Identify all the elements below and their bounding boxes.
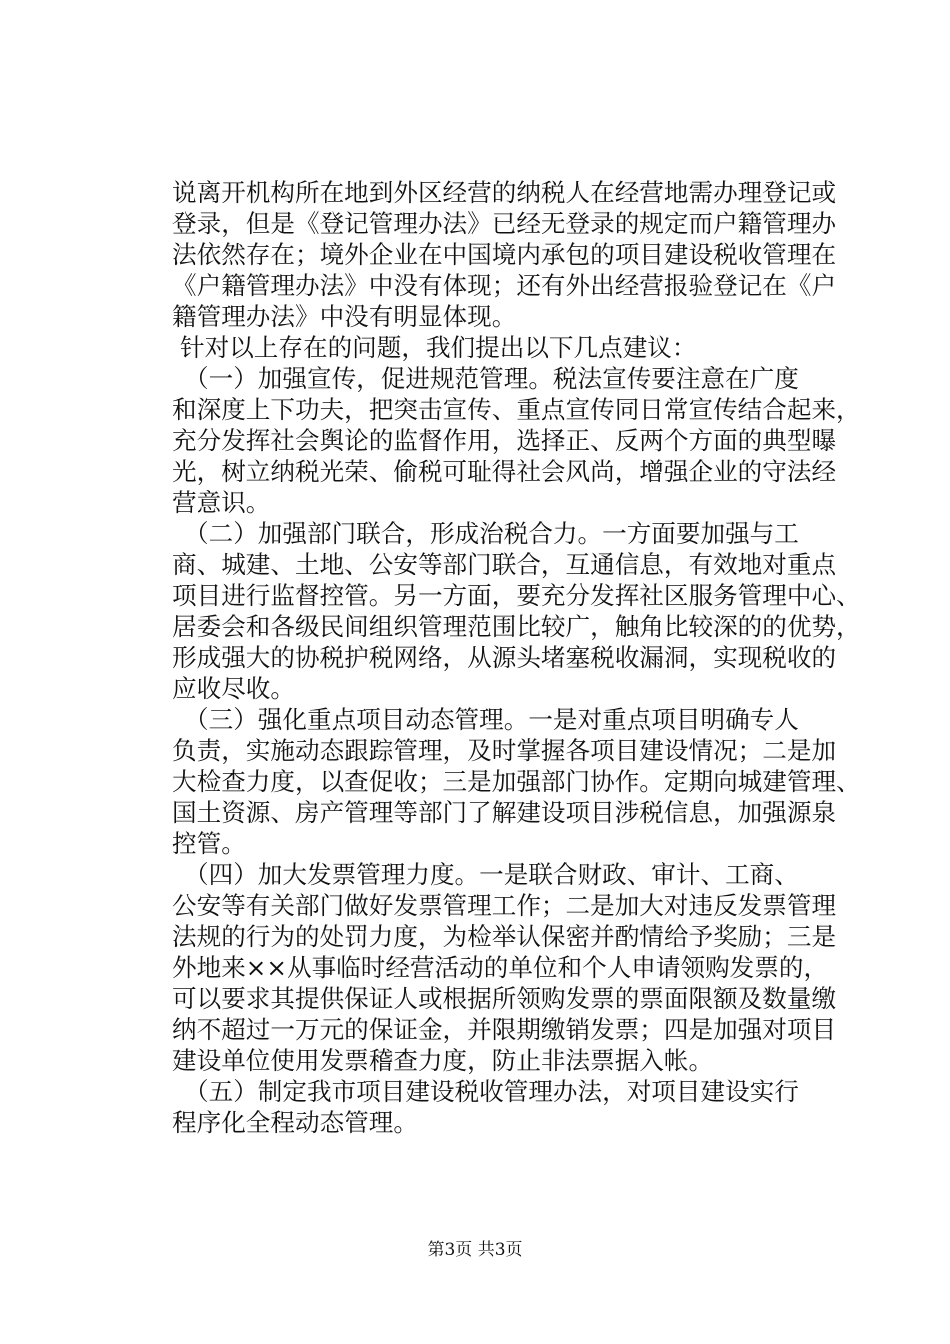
text-line: 法依然存在；境外企业在中国境内承包的项目建设税收管理在: [172, 240, 837, 269]
text-line: 公安等有关部门做好发票管理工作；二是加大对违反发票管理: [172, 891, 837, 920]
text-line: 针对以上存在的问题，我们提出以下几点建议：: [180, 333, 697, 362]
text-line: 营意识。: [172, 488, 271, 517]
section-heading-1: （一）加强宣传，促进规范管理。税法宣传要注意在广度: [184, 364, 799, 393]
text-line: 应收尽收。: [172, 674, 295, 703]
text-line: 籍管理办法》中没有明显体现。: [172, 302, 517, 331]
section-heading-5: （五）制定我市项目建设税收管理办法，对项目建设实行: [184, 1077, 799, 1106]
text-line: 大检查力度，以查促收；三是加强部门协作。定期向城建管理、: [172, 767, 861, 796]
text-line: 负责，实施动态跟踪管理，及时掌握各项目建设情况；二是加: [172, 736, 837, 765]
text-line: 可以要求其提供保证人或根据所领购发票的票面限额及数量缴: [172, 984, 837, 1013]
text-line: 《户籍管理办法》中没有体现；还有外出经营报验登记在《户: [172, 271, 837, 300]
text-line: 程序化全程动态管理。: [172, 1108, 418, 1137]
text-line: 说离开机构所在地到外区经营的纳税人在经营地需办理登记或: [172, 178, 837, 207]
text-line: 登录，但是《登记管理办法》已经无登录的规定而户籍管理办: [172, 209, 837, 238]
text-line: 充分发挥社会舆论的监督作用，选择正、反两个方面的典型曝: [172, 426, 837, 455]
text-line: 形成强大的协税护税网络，从源头堵塞税收漏洞，实现税收的: [172, 643, 837, 672]
text-line: 建设单位使用发票稽查力度，防止非法票据入帐。: [172, 1046, 714, 1075]
text-line: 居委会和各级民间组织管理范围比较广，触角比较深的的优势，: [172, 612, 861, 641]
text-line: 项目进行监督控管。另一方面，要充分发挥社区服务管理中心、: [172, 581, 861, 610]
section-heading-4: （四）加大发票管理力度。一是联合财政、审计、工商、: [184, 860, 799, 889]
text-line: 国土资源、房产管理等部门了解建设项目涉税信息，加强源泉: [172, 798, 837, 827]
text-line: 法规的行为的处罚力度，为检举认保密并酌情给予奖励；三是: [172, 922, 837, 951]
section-heading-2: （二）加强部门联合，形成治税合力。一方面要加强与工: [184, 519, 799, 548]
text-line: 光，树立纳税光荣、偷税可耻得社会风尚，增强企业的守法经: [172, 457, 837, 486]
text-line: 外地来××从事临时经营活动的单位和个人申请领购发票的，: [172, 953, 829, 982]
text-line: 和深度上下功夫，把突击宣传、重点宣传同日常宣传结合起来，: [172, 395, 861, 424]
text-line: 控管。: [172, 829, 246, 858]
section-heading-3: （三）强化重点项目动态管理。一是对重点项目明确专人: [184, 705, 799, 734]
page-footer: 第3页 共3页: [427, 1240, 523, 1260]
text-line: 纳不超过一万元的保证金，并限期缴销发票；四是加强对项目: [172, 1015, 837, 1044]
text-line: 商、城建、土地、公安等部门联合，互通信息，有效地对重点: [172, 550, 837, 579]
